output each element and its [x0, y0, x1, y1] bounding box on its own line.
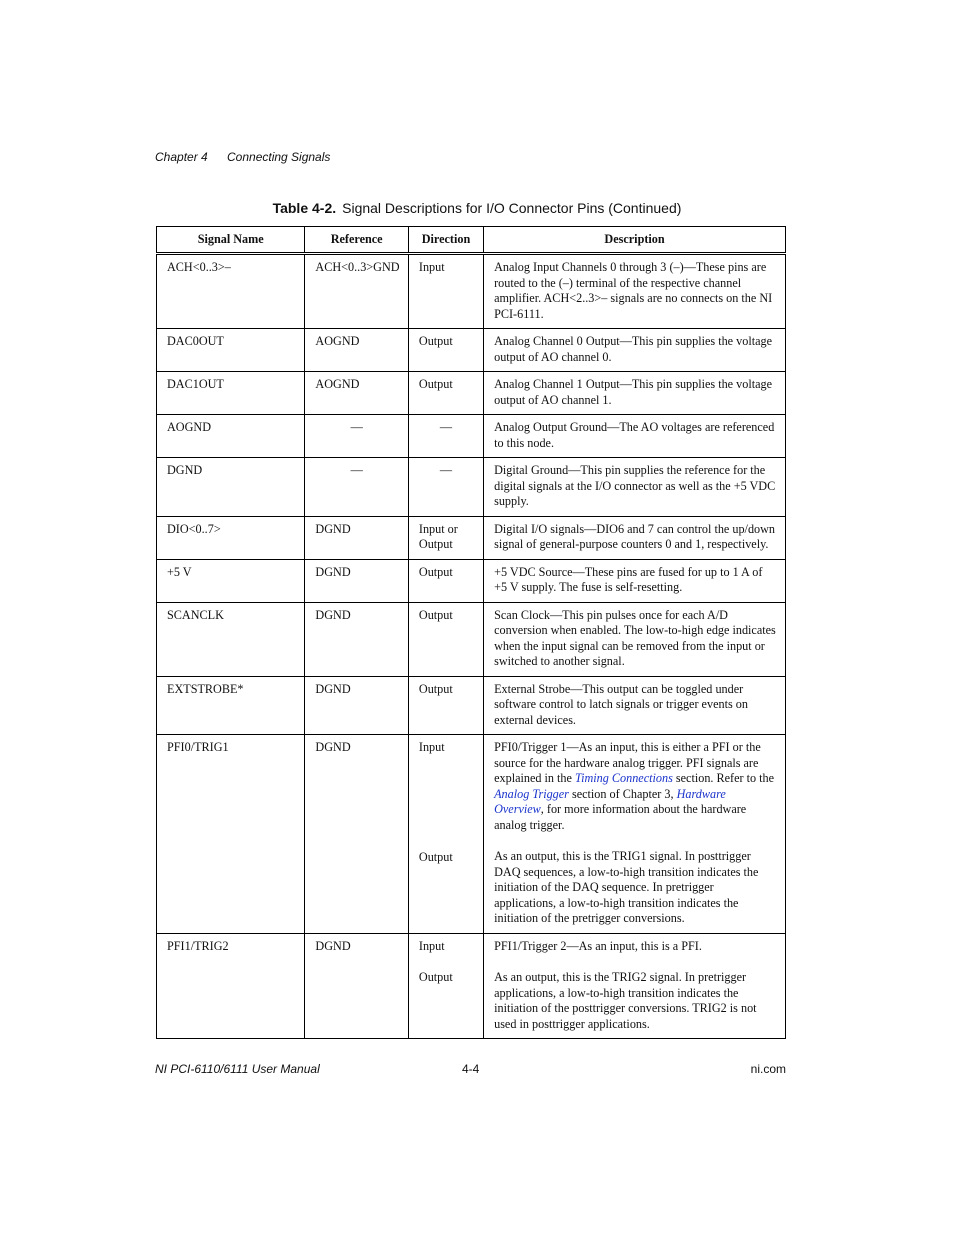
description-input	[494, 740, 777, 833]
direction-output: Output	[418, 849, 453, 864]
site-link[interactable]: ni.com	[750, 1062, 786, 1076]
running-header	[155, 150, 330, 164]
signal-name: SCANCLK	[157, 602, 305, 676]
signal-name: EXTSTROBE*	[157, 676, 305, 735]
signal-reference: —	[305, 415, 408, 458]
signal-description	[484, 933, 786, 1039]
signal-reference: AOGND	[305, 372, 408, 415]
signal-name: DGND	[157, 458, 305, 517]
signal-reference: AOGND	[305, 329, 408, 372]
signal-direction: Output	[408, 559, 483, 602]
table-header-row	[157, 227, 786, 254]
signal-name: DAC1OUT	[157, 372, 305, 415]
signal-direction: Output	[408, 676, 483, 735]
signal-name: DAC0OUT	[157, 329, 305, 372]
table-row	[157, 933, 786, 1039]
description-input: PFI1/Trigger 2—As an input, this is a PFI.	[494, 938, 702, 953]
description-text: , for more information about the hardware analog trigger.	[494, 802, 747, 832]
signal-name: AOGND	[157, 415, 305, 458]
signal-table	[156, 226, 786, 1039]
signal-reference: DGND	[305, 559, 408, 602]
signal-direction	[408, 735, 483, 934]
signal-description: Scan Clock—This pin pulses once for each A/D conversion when enabled. The low-to-high edge indicates when the input signal can be removed from the input or switched to another signal.	[484, 602, 786, 676]
table-row	[157, 735, 786, 934]
signal-direction: Input or Output	[408, 516, 483, 559]
section-label: Connecting Signals	[227, 150, 331, 164]
description-text: section. Refer to the	[672, 771, 775, 785]
direction-input: Input	[418, 938, 445, 953]
table-caption-label: Table 4-2.	[272, 200, 337, 216]
signal-reference: DGND	[305, 933, 408, 1039]
direction-input: Input	[418, 740, 445, 754]
hardware-overview-link[interactable]: Hardware Overview	[494, 786, 726, 816]
signal-name: +5 V	[157, 559, 305, 602]
table-row	[157, 254, 786, 329]
signal-name: PFI0/TRIG1	[157, 735, 305, 934]
table-caption	[0, 200, 954, 216]
header-reference: Reference	[305, 227, 408, 254]
signal-reference: ACH<0..3>GND	[305, 254, 408, 329]
signal-direction: —	[408, 415, 483, 458]
chapter-label: Chapter 4	[155, 150, 208, 164]
description-text: section of Chapter 3,	[568, 786, 677, 801]
header-signal-name: Signal Name	[157, 227, 305, 254]
table-row	[157, 602, 786, 676]
signal-direction: Output	[408, 372, 483, 415]
table-caption-text: Signal Descriptions for I/O Connector Pins (Continued)	[342, 200, 682, 216]
description-output: As an output, this is the TRIG1 signal. In posttrigger DAQ sequences, a low-to-high transition indicates the initiation of the DAQ sequence. In pretrigger applications, a low-to-high transition indicates the initiation of the pretrigger conversions.	[494, 849, 759, 925]
signal-description: Analog Channel 1 Output—This pin supplies the voltage output of AO channel 1.	[484, 372, 786, 415]
page-number: 4-4	[462, 1062, 480, 1076]
direction-output: Output	[418, 970, 453, 984]
timing-connections-link[interactable]: Timing Connections	[574, 771, 673, 785]
signal-reference: DGND	[305, 516, 408, 559]
table-row	[157, 676, 786, 735]
analog-trigger-link[interactable]: Analog Trigger	[494, 786, 569, 801]
table-row	[157, 458, 786, 517]
signal-description: +5 VDC Source—These pins are fused for up to 1 A of +5 V supply. The fuse is self-resetting.	[484, 559, 786, 602]
signal-direction: Output	[408, 602, 483, 676]
signal-description	[484, 735, 786, 934]
table-row	[157, 372, 786, 415]
description-text: PFI0/Trigger 1—As an input, this is either a PFI or the source for the hardware analog trigger. PFI signals are explained in the	[494, 740, 761, 785]
signal-direction: Output	[408, 329, 483, 372]
signal-description: Digital I/O signals—DIO6 and 7 can control the up/down signal of general-purpose counters 0 and 1, respectively.	[484, 516, 786, 559]
signal-name: ACH<0..3>–	[157, 254, 305, 329]
signal-description: External Strobe—This output can be toggled under software control to latch signals or trigger events on external devices.	[484, 676, 786, 735]
description-output: As an output, this is the TRIG2 signal. In pretrigger applications, a low-to-high transition indicates the initiation of the posttrigger conversions. TRIG2 is not used in posttrigger applications.	[494, 970, 757, 1031]
signal-reference: DGND	[305, 735, 408, 934]
signal-name: DIO<0..7>	[157, 516, 305, 559]
table-row	[157, 516, 786, 559]
signal-description: Analog Input Channels 0 through 3 (–)—These pins are routed to the (–) terminal of the respective channel amplifier. ACH<2..3>– signals are no connects on the NI PCI-6111.	[484, 254, 786, 329]
table-row	[157, 415, 786, 458]
signal-direction	[408, 933, 483, 1039]
signal-name: PFI1/TRIG2	[157, 933, 305, 1039]
table-row	[157, 559, 786, 602]
signal-direction: Input	[408, 254, 483, 329]
signal-reference: DGND	[305, 676, 408, 735]
signal-reference: DGND	[305, 602, 408, 676]
signal-reference: —	[305, 458, 408, 517]
table-row	[157, 329, 786, 372]
header-direction: Direction	[408, 227, 483, 254]
signal-description: Analog Output Ground—The AO voltages are referenced to this node.	[484, 415, 786, 458]
signal-description: Digital Ground—This pin supplies the reference for the digital signals at the I/O connector as well as the +5 VDC supply.	[484, 458, 786, 517]
manual-title: NI PCI-6110/6111 User Manual	[155, 1062, 320, 1076]
header-description: Description	[484, 227, 786, 254]
signal-description: Analog Channel 0 Output—This pin supplies the voltage output of AO channel 0.	[484, 329, 786, 372]
signal-direction: —	[408, 458, 483, 517]
